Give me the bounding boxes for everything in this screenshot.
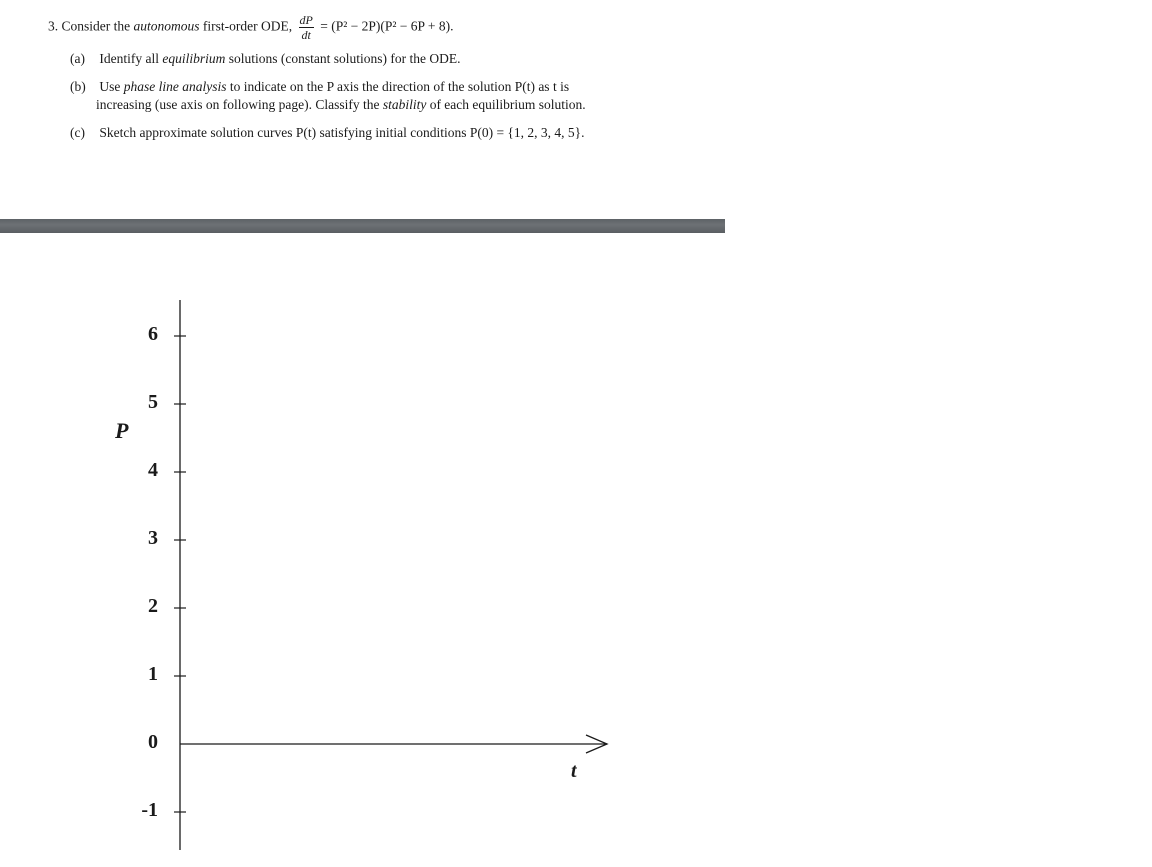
- part-a-emphasis: equilibrium: [162, 51, 226, 66]
- part-a-label: (a): [70, 51, 85, 66]
- tick-label: 3: [148, 527, 158, 549]
- part-c-text: Sketch approximate solution curves P(t) satisfying initial conditions P(0) = {1, 2, 3, 4, 5}.: [99, 125, 585, 140]
- intro-tail: first-order ODE,: [202, 18, 293, 34]
- part-b-emphasis: phase line analysis: [123, 79, 227, 94]
- part-a-text-1: Identify all: [99, 51, 159, 66]
- derivative-denominator: dt: [301, 28, 311, 42]
- tick-label: -1: [141, 799, 158, 821]
- intro-emphasis: autonomous: [133, 18, 200, 34]
- tick-label: 1: [148, 663, 158, 685]
- part-b-text-2: to indicate on the P axis the direction of the solution P(t) as t is: [229, 79, 570, 94]
- part-a-text-2: solutions (constant solutions) for the ODE.: [228, 51, 461, 66]
- problem-number: 3.: [48, 18, 59, 34]
- part-b-text-4: of each equilibrium solution.: [429, 97, 586, 112]
- derivative-numerator: dP: [299, 13, 313, 27]
- t-axis-label: t: [571, 760, 577, 782]
- tick-label: 2: [148, 595, 158, 617]
- tick-label: 6: [148, 323, 158, 345]
- part-b-label: (b): [70, 79, 86, 94]
- part-b-text-3: increasing (use axis on following page). Classify the: [96, 97, 380, 112]
- tick-label: 5: [148, 391, 158, 413]
- part-b-text-1: Use: [99, 79, 121, 94]
- part-b-emphasis-2: stability: [382, 97, 427, 112]
- part-c-label: (c): [70, 125, 85, 140]
- tick-label: 0: [148, 731, 158, 753]
- tick-label: 4: [148, 459, 158, 481]
- p-axis-label: P: [115, 418, 129, 443]
- intro-text: Consider the: [61, 18, 131, 34]
- ode-equation: = (P² − 2P)(P² − 6P + 8).: [320, 18, 454, 34]
